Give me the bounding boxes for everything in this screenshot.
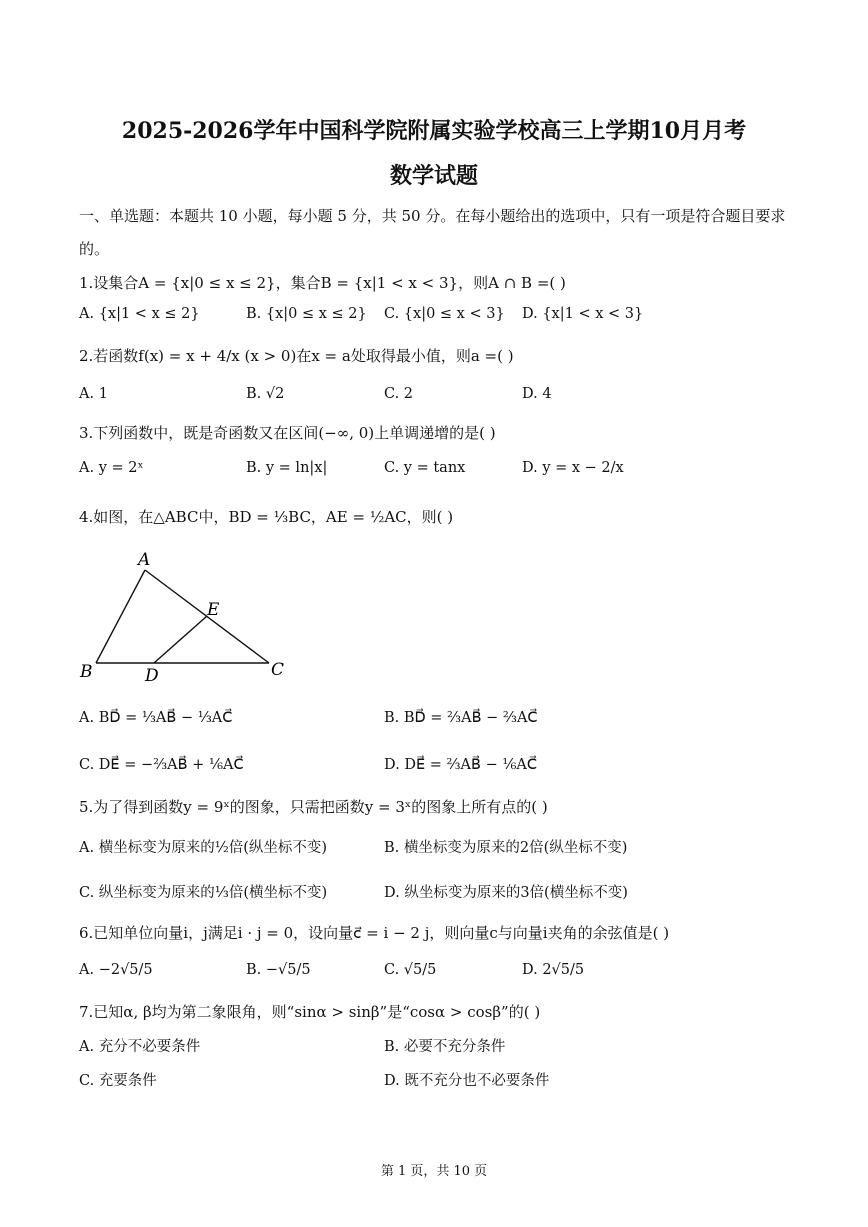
question-2-option-a: A. 1	[79, 386, 108, 402]
question-7-option-a: A. 充分不必要条件	[79, 1039, 201, 1055]
question-4-option-c: C. DE⃗ = −⅔AB⃗ + ⅙AC⃗	[79, 757, 244, 773]
page-title: 2025-2026学年中国科学院附属实验学校高三上学期10月月考	[121, 118, 747, 144]
section-heading-line1: 一、单选题：本题共 10 小题，每小题 5 分，共 50 分。在每小题给出的选项中，只有一项是符合题目要求	[79, 207, 786, 225]
question-4-option-b: B. BD⃗ = ⅔AB⃗ − ⅔AC⃗	[384, 710, 538, 726]
triangle-figure	[74, 545, 294, 690]
point-label-d: D	[145, 666, 159, 686]
question-7-option-d: D. 既不充分也不必要条件	[384, 1073, 550, 1089]
page-footer: 第 1 页，共 10 页	[380, 1164, 488, 1179]
vertex-label-c: C	[271, 660, 285, 680]
question-6-option-c: C. √5/5	[384, 962, 437, 978]
question-2-option-c: C. 2	[384, 386, 414, 402]
question-3-option-c: C. y = tanx	[384, 460, 466, 476]
question-5-option-b: B. 横坐标变为原来的2倍(纵坐标不变)	[384, 840, 628, 856]
question-3-option-d: D. y = x − 2/x	[522, 460, 624, 476]
vertex-label-a: A	[138, 550, 151, 570]
segment-ab	[96, 570, 145, 663]
question-3-stem: 3.下列函数中，既是奇函数又在区间(−∞, 0)上单调递增的是( )	[79, 424, 496, 442]
question-1-option-b: B. {x|0 ≤ x ≤ 2}	[246, 306, 367, 322]
point-label-e: E	[207, 600, 220, 620]
page-subtitle: 数学试题	[389, 163, 478, 189]
question-1-stem: 1.设集合A = {x|0 ≤ x ≤ 2}，集合B = {x|1 < x < 3}，则A ∩ B =( )	[79, 274, 566, 292]
question-4-option-a: A. BD⃗ = ⅓AB⃗ − ⅓AC⃗	[79, 710, 233, 726]
question-3-option-b: B. y = ln|x|	[246, 460, 328, 476]
question-5-option-a: A. 横坐标变为原来的½倍(纵坐标不变)	[79, 840, 328, 856]
question-5-stem: 5.为了得到函数y = 9ˣ的图象，只需把函数y = 3ˣ的图象上所有点的( )	[79, 798, 548, 816]
question-6-stem: 6.已知单位向量i，j满足i · j = 0，设向量c⃗ = i − 2 j，则向量c与向量i夹角的余弦值是( )	[79, 924, 670, 942]
question-1-option-d: D. {x|1 < x < 3}	[522, 306, 644, 322]
section-heading-line2: 的。	[79, 240, 110, 258]
question-7-option-b: B. 必要不充分条件	[384, 1039, 506, 1055]
question-2-stem: 2.若函数f(x) = x + 4/x (x > 0)在x = a处取得最小值，则a =( )	[79, 347, 514, 365]
question-5-option-d: D. 纵坐标变为原来的3倍(横坐标不变)	[384, 885, 628, 901]
question-3-option-a: A. y = 2ˣ	[79, 460, 144, 476]
question-4-option-d: D. DE⃗ = ⅔AB⃗ − ⅙AC⃗	[384, 757, 537, 773]
question-6-option-d: D. 2√5/5	[522, 962, 585, 978]
vertex-label-b: B	[80, 662, 93, 682]
question-2-option-d: D. 4	[522, 386, 552, 402]
question-2-option-b: B. √2	[246, 386, 285, 402]
question-6-option-a: A. −2√5/5	[79, 962, 153, 978]
question-7-stem: 7.已知α, β均为第二象限角，则“sinα > sinβ”是“cosα > cosβ”的( )	[79, 1003, 541, 1021]
question-1-option-a: A. {x|1 < x ≤ 2}	[79, 306, 200, 322]
segment-de	[154, 616, 207, 663]
question-5-option-c: C. 纵坐标变为原来的⅓倍(横坐标不变)	[79, 885, 328, 901]
question-1-option-c: C. {x|0 ≤ x < 3}	[384, 306, 505, 322]
question-4-stem: 4.如图，在△ABC中，BD = ⅓BC，AE = ½AC，则( )	[79, 508, 454, 526]
question-7-option-c: C. 充要条件	[79, 1073, 157, 1089]
question-6-option-b: B. −√5/5	[246, 962, 311, 978]
